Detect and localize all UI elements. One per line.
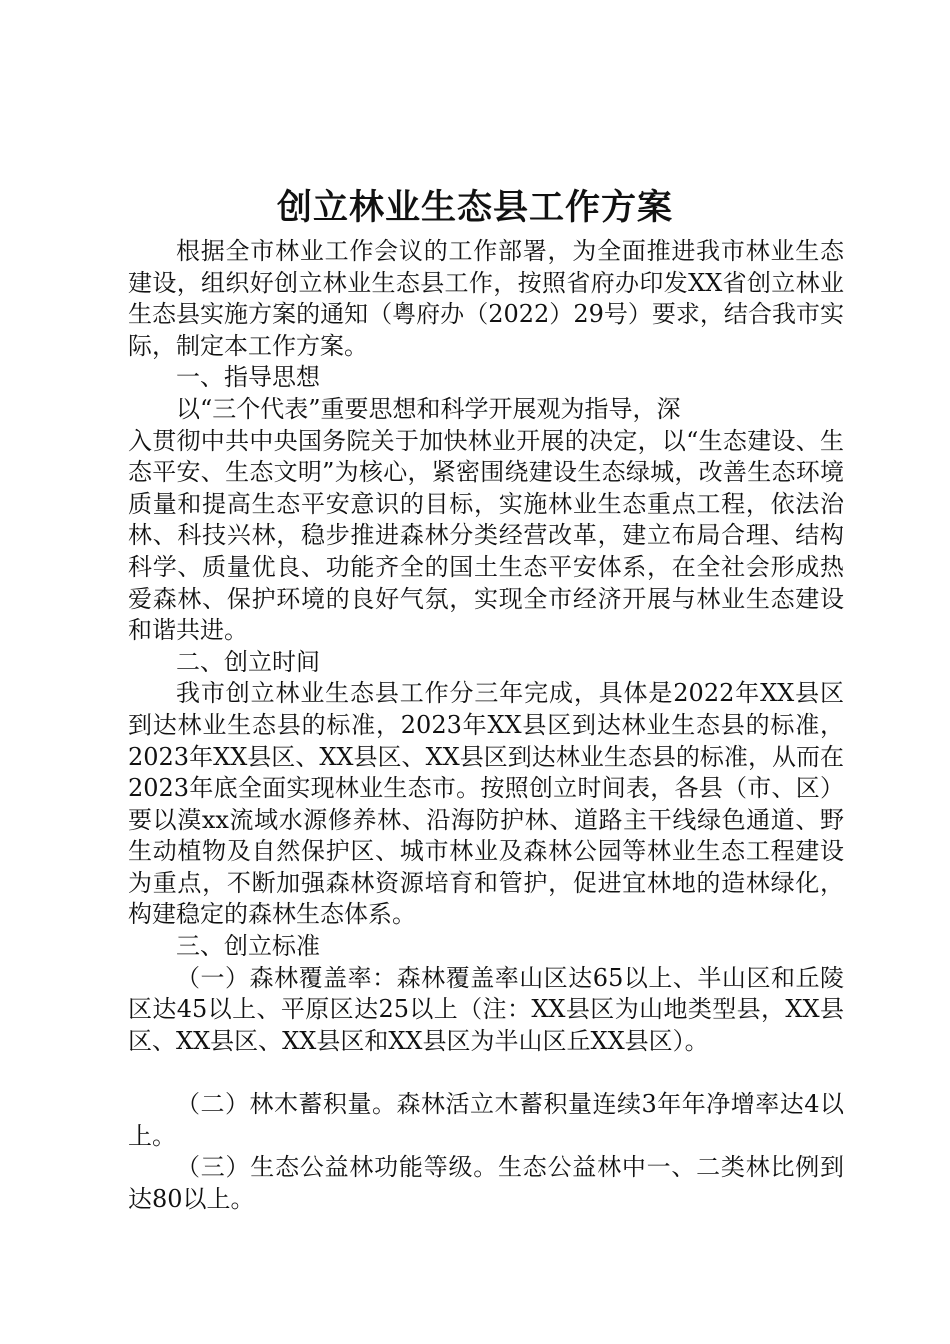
document-title: 创立林业生态县工作方案 xyxy=(276,187,673,228)
standard-item-public-welfare-forest: （三）生态公益林功能等级。生态公益林中一、二类林比例到达80以上。 xyxy=(128,1153,844,1213)
document-body xyxy=(128,236,844,1215)
section-heading-guiding-thought: 一、指导思想 xyxy=(176,363,320,392)
paragraph-spacer xyxy=(128,1057,844,1089)
guiding-thought-paragraph: 入贯彻中共中央国务院关于加快林业开展的决定，以“生态建设、生态平安、生态文明”为核心，紧密围绕建设生态绿城，改善生态环境质量和提高生态平安意识的目标，实施林业生态重点工程，依法治林、科技兴林，稳步推进森林分类经营改革，建立布局合理、结构科学、质量优良、功能齐全的国土生态平安体系，在全社会形成热爱森林、保护环境的良好气氛，实现全市经济开展与林业生态建设和谐共进。 xyxy=(128,426,844,645)
standard-item-forest-coverage: （一）森林覆盖率：森林覆盖率山区达65以上、半山区和丘陵区达45以上、平原区达25以上（注：XX县区为山地类型县，XX县区、XX县区、XX县区和XX县区为半山区丘XX县区）。 xyxy=(128,963,844,1055)
standard-item-timber-volume: （二）林木蓄积量。森林活立木蓄积量连续3年年净增率达4以上。 xyxy=(128,1090,844,1150)
intro-paragraph: 根据全市林业工作会议的工作部署，为全面推进我市林业生态建设，组织好创立林业生态县工作，按照省府办印发XX省创立林业生态县实施方案的通知（粤府办（2022）29号）要求，结合我市实际，制定本工作方案。 xyxy=(128,237,844,360)
section-heading-creation-time: 二、创立时间 xyxy=(176,647,320,676)
section-heading-creation-standard: 三、创立标准 xyxy=(176,932,320,961)
creation-time-paragraph: 我市创立林业生态县工作分三年完成，具体是2022年XX县区到达林业生态县的标准，2023年XX县区到达林业生态县的标准，2023年XX县区、XX县区、XX县区到达林业生态县的标准，从而在2023年底全面实现林业生态市。按照创立时间表，各县（市、区）要以漠xx流域水源修养林、沿海防护林、道路主干线绿色通道、野生动植物及自然保护区、城市林业及森林公园等林业生态工程建设为重点，不断加强森林资源培育和管护，促进宜林地的造林绿化，构建稳定的森林生态体系。 xyxy=(128,679,844,929)
guiding-thought-first-line: 以“三个代表”重要思想和科学开展观为指导，深 xyxy=(176,394,681,423)
